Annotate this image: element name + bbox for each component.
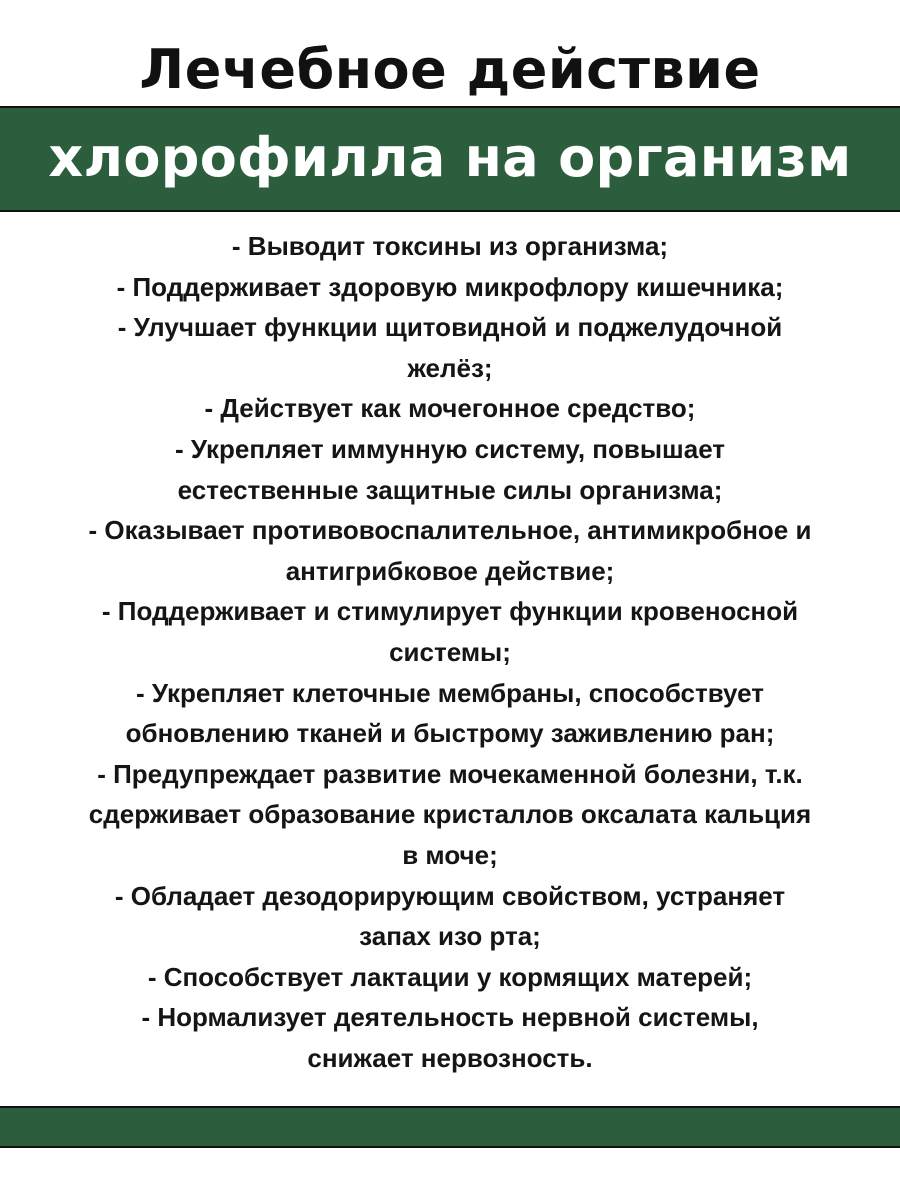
benefit-line: в моче;	[402, 839, 498, 870]
benefit-item	[20, 429, 880, 510]
title-banner	[0, 106, 900, 212]
benefit-line: - Предупреждает развитие мочекаменной болезни, т.к.	[97, 758, 803, 789]
benefit-item	[20, 997, 880, 1078]
benefit-line: снижает нервозность.	[307, 1042, 593, 1073]
benefit-line: сдерживает образование кристаллов оксалата кальция	[88, 799, 812, 830]
benefit-line: системы;	[389, 636, 511, 667]
benefit-line: - Способствует лактации у кормящих матерей;	[147, 961, 753, 992]
title-line-2: хлорофилла на организм	[48, 126, 852, 189]
benefit-line: - Обладает дезодорирующим свойством, устраняет	[114, 880, 786, 911]
benefit-line: - Укрепляет клеточные мембраны, способствует	[135, 677, 765, 708]
benefit-item	[20, 957, 880, 998]
benefit-line: желёз;	[407, 352, 493, 383]
benefit-line: - Улучшает функции щитовидной и поджелудочной	[117, 312, 783, 343]
benefit-item	[20, 307, 880, 388]
benefits-list	[20, 226, 880, 1078]
benefit-item	[20, 226, 880, 267]
footer-banner	[0, 1106, 900, 1148]
benefit-item	[20, 510, 880, 591]
title-line-1: Лечебное действие	[139, 38, 761, 101]
benefit-item	[20, 267, 880, 308]
benefit-line: обновлению тканей и быстрому заживлению ран;	[125, 718, 775, 749]
benefit-line: - Нормализует деятельность нервной системы,	[141, 1002, 759, 1033]
benefit-line: - Поддерживает здоровую микрофлору кишечника;	[116, 271, 784, 302]
benefit-line: - Выводит токсины из организма;	[231, 231, 669, 261]
benefit-line: - Действует как мочегонное средство;	[204, 393, 696, 424]
benefit-item	[20, 754, 880, 876]
benefit-item	[20, 876, 880, 957]
benefit-line: - Укрепляет иммунную систему, повышает	[174, 433, 726, 464]
benefit-line: - Оказывает противовоспалительное, антимикробное и	[88, 515, 812, 546]
benefit-item	[20, 388, 880, 429]
benefit-item	[20, 591, 880, 672]
benefit-item	[20, 673, 880, 754]
benefit-line: антигрибковое действие;	[285, 555, 615, 586]
benefit-line: - Поддерживает и стимулирует функции кровеносной	[101, 596, 799, 627]
benefit-line: запах изо рта;	[359, 921, 541, 952]
benefit-line: естественные защитные силы организма;	[177, 474, 723, 505]
